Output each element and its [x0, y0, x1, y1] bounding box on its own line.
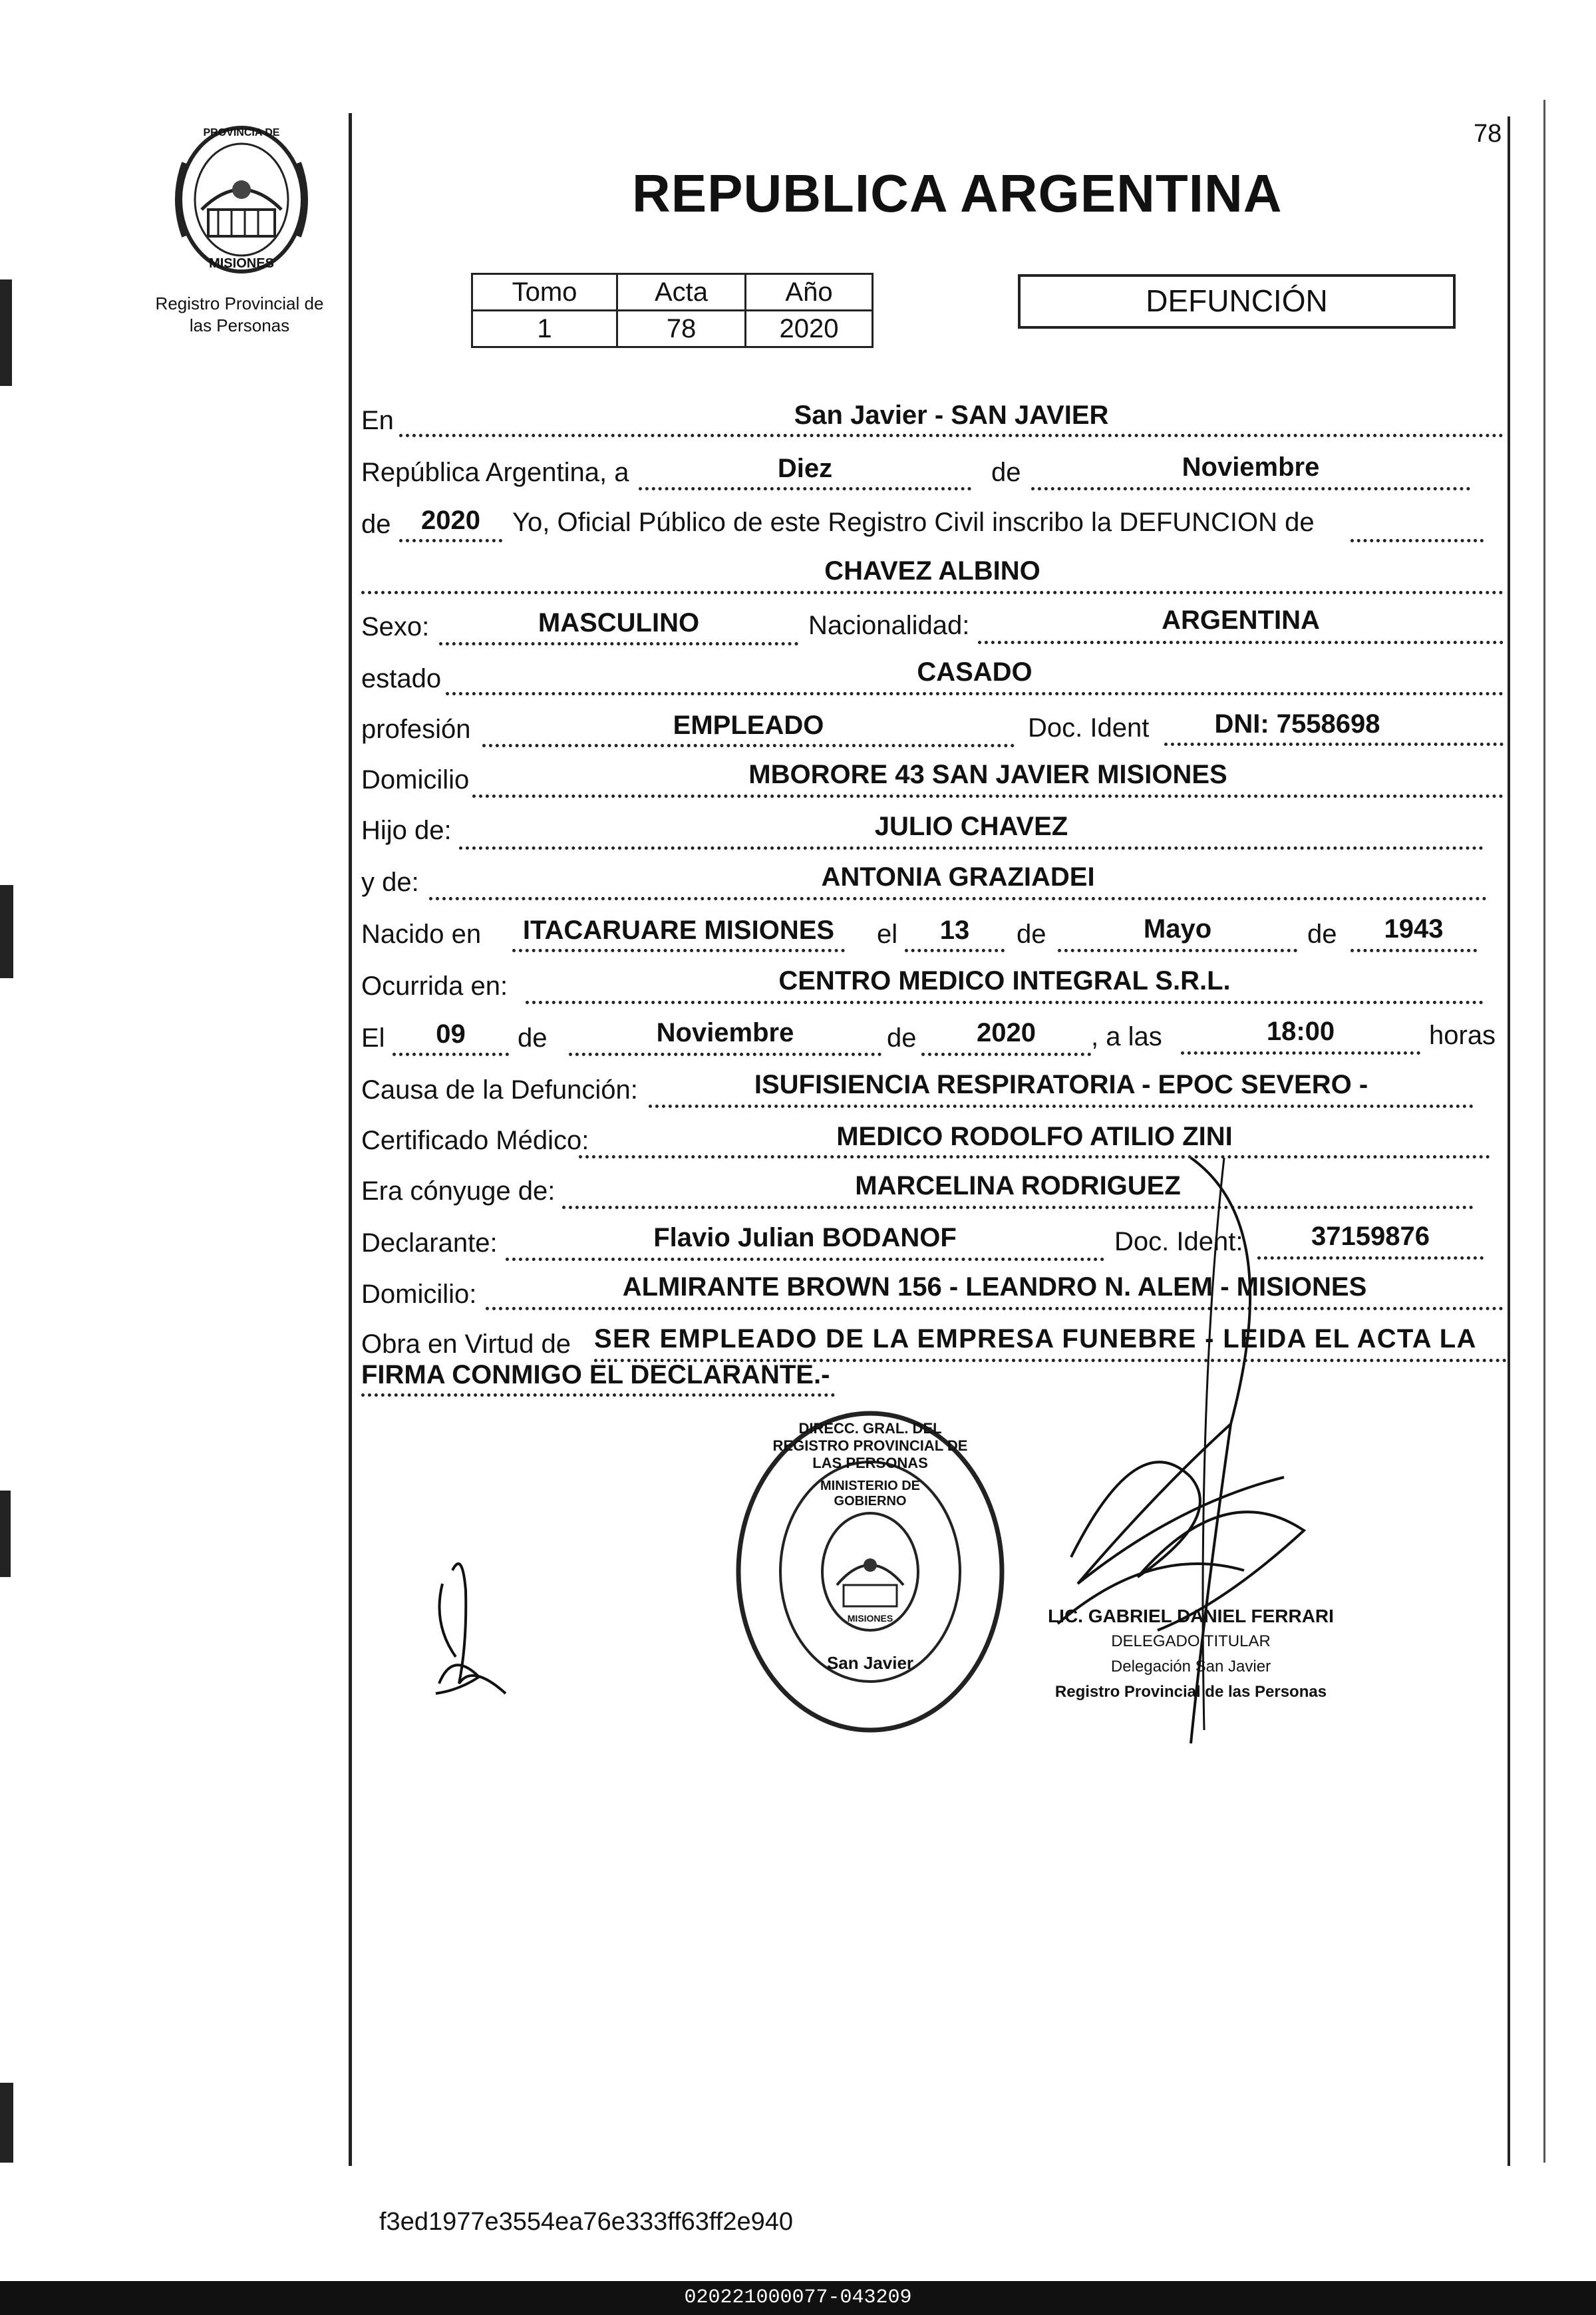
profesion-line: [482, 744, 1015, 747]
tomo-value: 1: [472, 311, 617, 347]
scan-mark-4: [0, 2083, 13, 2163]
scan-mark-2: [0, 885, 13, 978]
doc-value: DNI: 7558698: [1214, 709, 1380, 739]
official-seal-block: [1025, 1604, 1357, 1705]
hora-line: [1181, 1051, 1420, 1055]
muerte-anio-value: 2020: [977, 1018, 1036, 1047]
obra-line2-dots: [361, 1393, 835, 1397]
scan-mark-3: [0, 1491, 11, 1577]
nacionalidad-value: ARGENTINA: [1162, 606, 1320, 635]
nacionalidad-line: [978, 641, 1504, 644]
nacionalidad-label: Nacionalidad:: [808, 611, 970, 640]
declarante-value: Flavio Julian BODANOF: [653, 1223, 957, 1252]
conyuge-value: MARCELINA RODRIGUEZ: [855, 1171, 1181, 1200]
causa-label: Causa de la Defunción:: [361, 1075, 638, 1105]
de-label-4: de: [1307, 920, 1337, 949]
official-role: DELEGADO TITULAR: [1111, 1632, 1271, 1650]
sexo-label: Sexo:: [361, 612, 430, 641]
col-anio: Año: [746, 274, 873, 311]
el-label: el: [877, 920, 898, 949]
hora-value: 18:00: [1266, 1017, 1335, 1046]
acta-value: 78: [617, 311, 746, 347]
nacido-mes-value: Mayo: [1143, 914, 1212, 944]
horas-label: horas: [1429, 1021, 1496, 1050]
alas-label: , a las: [1091, 1022, 1162, 1051]
coat-of-arms: [172, 123, 311, 276]
conyuge-label: Era cónyuge de:: [361, 1176, 556, 1206]
estado-label: estado: [361, 664, 442, 693]
month-line: [1031, 487, 1470, 490]
coat-of-arms-top-text: PROVINCIA DE: [203, 127, 280, 138]
official-office: Delegación San Javier: [1110, 1658, 1271, 1676]
nacido-label: Nacido en: [361, 920, 482, 949]
ocurrida-value: CENTRO MEDICO INTEGRAL S.R.L.: [778, 966, 1231, 995]
coat-of-arms-bottom-text: MISIONES: [209, 256, 274, 271]
page-title: REPUBLICA ARGENTINA: [632, 164, 1283, 223]
sexo-value: MASCULINO: [538, 608, 700, 637]
place-line: [399, 434, 1504, 437]
doc2-label: Doc. Ident:: [1114, 1227, 1243, 1256]
official-name: LIC. GABRIEL DANIEL FERRARI: [1048, 1606, 1334, 1626]
certificado-label: Certificado Médico:: [361, 1126, 589, 1155]
republica-label: República Argentina, a: [361, 458, 629, 487]
official-registry: Registro Provincial de las Personas: [1054, 1683, 1327, 1701]
muerte-mes-value: Noviembre: [656, 1018, 794, 1047]
estado-value: CASADO: [917, 657, 1033, 687]
obra-line1: SER EMPLEADO DE LA EMPRESA FUNEBRE - LEIDA EL ACTA LA: [594, 1324, 1477, 1353]
record-table: [471, 273, 874, 348]
de-label-5: de: [518, 1023, 548, 1053]
certificado-value: MEDICO RODOLFO ATILIO ZINI: [836, 1122, 1233, 1151]
muerte-dia-value: 09: [436, 1019, 466, 1049]
stamp-outer-text: DIRECC. GRAL. DEL REGISTRO PROVINCIAL DE LAS PERSONAS: [772, 1420, 968, 1471]
col-acta: Acta: [617, 274, 746, 311]
nacido-lugar-value: ITACARUARE MISIONES: [522, 916, 835, 945]
estado-line: [446, 692, 1504, 695]
padre-value: JULIO CHAVEZ: [874, 812, 1068, 841]
muerte-dia-line: [393, 1053, 509, 1056]
de-label-2: de: [361, 510, 391, 539]
document-hash: f3ed1977e3554ea76e333ff63ff2e940: [379, 2208, 794, 2236]
causa-line: [649, 1105, 1474, 1108]
year-value: 2020: [421, 506, 480, 535]
barcode-id-bar: 020221000077-043209: [0, 2281, 1596, 2315]
right-edge-mark: [1543, 100, 1545, 2163]
de-label-1: de: [991, 458, 1021, 487]
record-type-box: DEFUNCIÓN: [1018, 274, 1456, 329]
hijo-label: Hijo de:: [361, 816, 452, 845]
declarante-label: Declarante:: [361, 1228, 498, 1258]
domicilio-value: MBORORE 43 SAN JAVIER MISIONES: [748, 760, 1227, 789]
official-line: [1351, 539, 1484, 542]
nacido-anio-value: 1943: [1384, 914, 1444, 944]
doc-label: Doc. Ident: [1028, 713, 1150, 743]
year-line: [399, 539, 502, 542]
page-number: 78: [1474, 120, 1502, 148]
scan-mark-1: [0, 279, 12, 386]
right-border: [1508, 116, 1510, 2166]
obra-line2: FIRMA CONMIGO EL DECLARANTE.-: [361, 1360, 830, 1389]
en-label: En: [361, 406, 394, 435]
declarant-signature: [412, 1550, 526, 1710]
El-label: El: [361, 1023, 385, 1053]
domicilio-line: [472, 795, 1504, 798]
profesion-label: profesión: [361, 715, 471, 744]
doc2-value: 37159876: [1311, 1222, 1430, 1251]
de-label-3: de: [1017, 920, 1046, 949]
madre-line: [429, 897, 1487, 900]
muerte-mes-line: [569, 1053, 881, 1056]
domicilio-label: Domicilio: [361, 765, 470, 795]
obra-label: Obra en Virtud de: [361, 1330, 571, 1359]
ocurrida-label: Ocurrida en:: [361, 972, 508, 1001]
de-label-6: de: [887, 1023, 917, 1053]
month-value: Noviembre: [1182, 452, 1320, 482]
official-round-stamp: [730, 1405, 1010, 1738]
place-value: San Javier - SAN JAVIER: [794, 401, 1109, 430]
deceased-name: CHAVEZ ALBINO: [824, 556, 1040, 586]
muerte-anio-line: [921, 1053, 1091, 1056]
domicilio2-line: [486, 1307, 1504, 1310]
nacido-mes-line: [1058, 949, 1297, 952]
nacido-dia-value: 13: [939, 916, 970, 945]
domicilio2-label: Domicilio:: [361, 1280, 477, 1309]
nacido-dia-line: [905, 949, 1005, 952]
domicilio2-value: ALMIRANTE BROWN 156 - LEANDRO N. ALEM - MISIONES: [622, 1272, 1367, 1302]
official-text: Yo, Oficial Público de este Registro Civil inscribo la DEFUNCION de: [512, 508, 1315, 537]
yde-label: y de:: [361, 868, 419, 897]
day-value: Diez: [777, 454, 833, 483]
deceased-line: [361, 591, 1504, 594]
causa-value: ISUFISIENCIA RESPIRATORIA - EPOC SEVERO -: [754, 1070, 1368, 1099]
madre-value: ANTONIA GRAZIADEI: [821, 862, 1095, 892]
day-line: [639, 487, 971, 490]
stamp-inner-badge: MISIONES: [847, 1613, 893, 1624]
padre-line: [459, 846, 1484, 850]
ocurrida-line: [526, 1001, 1484, 1004]
nacido-anio-line: [1351, 949, 1477, 952]
col-tomo: Tomo: [472, 274, 617, 311]
stamp-inner-text: MINISTERIO DE GOBIERNO: [820, 1479, 920, 1509]
stamp-center-text: San Javier: [826, 1653, 914, 1673]
sexo-line: [439, 642, 798, 645]
left-border: [349, 113, 352, 2166]
doc-line: [1164, 743, 1504, 746]
profesion-value: EMPLEADO: [673, 711, 824, 740]
nacido-lugar-line: [512, 949, 845, 952]
anio-value: 2020: [746, 311, 873, 347]
registry-label: Registro Provincial de las Personas: [155, 293, 324, 335]
